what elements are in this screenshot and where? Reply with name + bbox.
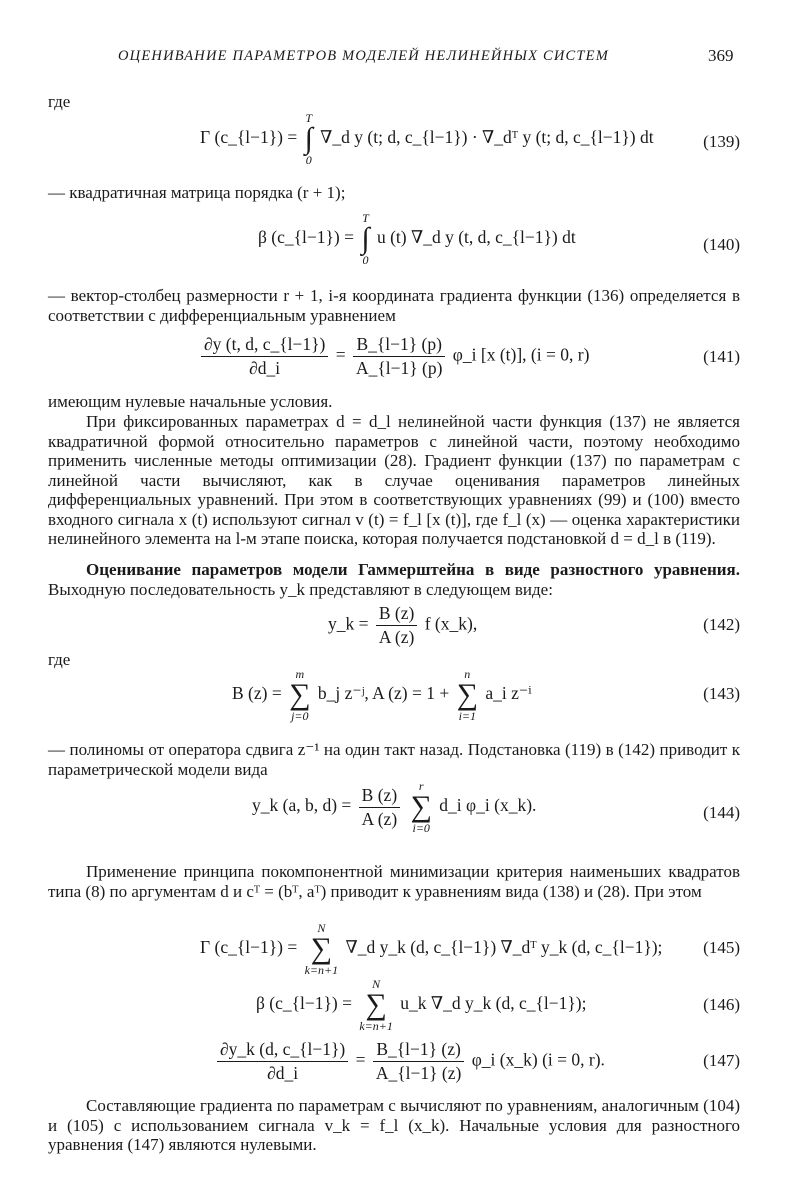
eq146-number: (146) [703, 995, 740, 1014]
eq142-fraction [376, 603, 417, 648]
eq139-upper-limit: T [305, 111, 313, 125]
text-initial-conditions: имеющим нулевые начальные условия. [48, 392, 333, 411]
eq142-number: (142) [703, 615, 740, 634]
eq145-sum-lower: k=n+1 [304, 963, 339, 977]
eq147-left-fraction [217, 1039, 348, 1084]
eq144-sum [411, 780, 432, 834]
eq145-body: ∇_d y_k (d, c_{l−1}) ∇_dᵀ y_k (d, c_{l−1}); [345, 937, 663, 958]
text-gde-1: где [48, 92, 71, 111]
eq140-upper-limit: T [362, 211, 369, 225]
eq143-body2: a_i z⁻ⁱ [485, 683, 532, 704]
eq139-body: ∇_d y (t; d, c_{l−1}) · ∇_dᵀ y (t; d, c_{l−1}) dt [320, 127, 654, 148]
eq143-sum1-lower: j=0 [291, 709, 309, 723]
equation-142 [328, 603, 477, 648]
eq143-part1: B (z) = [232, 683, 282, 704]
eq146-sum-lower: k=n+1 [359, 1019, 393, 1033]
eq141-right-denominator: A_{l−1} (p) [355, 358, 443, 378]
equation-145 [200, 922, 662, 976]
eq142-tail: f (x_k), [424, 613, 478, 634]
eq139-lower-limit: 0 [305, 153, 312, 167]
text-hammerstein-section [48, 560, 740, 599]
eq146-sum [359, 978, 393, 1032]
eq141-numerator: ∂y (t, d, c_{l−1}) [201, 334, 328, 357]
sigma-sign-icon: ∑ [410, 790, 432, 823]
eq140-lower-limit: 0 [362, 253, 369, 267]
text-vector-column: — вектор-столбец размерности r + 1, i-я координата градиента функции (136) определяется в соответствии с дифференциальным уравнением [48, 286, 740, 325]
eq146-body: u_k ∇_d y_k (d, c_{l−1}); [400, 993, 587, 1014]
eq140-lhs: β (c_{l−1}) = [258, 227, 354, 248]
eq141-number: (141) [703, 347, 740, 366]
eq146-lhs: β (c_{l−1}) = [256, 993, 352, 1014]
equation-141 [198, 334, 589, 379]
eq145-lhs: Γ (c_{l−1}) = [200, 937, 298, 958]
page-number: 369 [708, 46, 734, 65]
eq144-sum-lower: i=0 [412, 821, 430, 835]
eq145-sum [305, 922, 339, 976]
eq147-right-fraction [373, 1039, 464, 1084]
eq141-right-fraction [353, 334, 445, 379]
eq139-lhs: Γ (c_{l−1}) = [200, 127, 298, 148]
eq143-sum-1 [289, 668, 310, 722]
eq143-body1: b_j z⁻ʲ, [317, 683, 369, 704]
sigma-sign-icon: ∑ [365, 988, 387, 1021]
eq147-numerator: ∂y_k (d, c_{l−1}) [217, 1039, 348, 1062]
text-gradient-components: Составляющие градиента по параметрам c вычисляют по уравнениям, аналогичным (104) и (105) с использованием сигнала v_k = f_l (x_k). Начальные условия для разностного уравнения (147) являются нулевыми. [48, 1096, 740, 1154]
text-application: Применение принципа покомпонентной минимизации критерия наименьших квадратов типа (8) по аргументам d и cᵀ = (bᵀ, aᵀ) приводит к уравнениям вида (138) и (28). При этом [48, 862, 740, 901]
eq143-part2: A (z) = 1 + [372, 683, 450, 704]
eq147-denominator: ∂d_i [267, 1063, 299, 1083]
eq143-sum2-lower: i=1 [458, 709, 476, 723]
equation-140 [258, 212, 576, 266]
eq141-left-fraction [201, 334, 328, 379]
sigma-sign-icon: ∑ [310, 932, 333, 965]
eq140-body: u (t) ∇_d y (t, d, c_{l−1}) dt [376, 227, 576, 248]
eq144-number: (144) [703, 803, 740, 822]
eq144-body: d_i φ_i (x_k). [439, 795, 537, 816]
eq139-number: (139) [703, 132, 740, 151]
eq143-sum2-upper: n [464, 667, 471, 681]
eq141-equals: = [335, 344, 346, 365]
eq144-denominator: A (z) [361, 808, 398, 829]
integral-sign-icon: ∫ [361, 222, 370, 255]
sigma-sign-icon: ∑ [456, 678, 478, 711]
running-header: ОЦЕНИВАНИЕ ПАРАМЕТРОВ МОДЕЛЕЙ НЕЛИНЕЙНЫХ СИСТЕМ [118, 48, 609, 64]
eq145-sum-upper: N [317, 921, 326, 935]
eq147-number: (147) [703, 1051, 740, 1070]
eq143-number: (143) [703, 684, 740, 703]
eq141-tail: φ_i [x (t)], (i = 0, r) [452, 344, 590, 365]
eq140-integral [361, 212, 369, 266]
sigma-sign-icon: ∑ [289, 678, 311, 711]
equation-139 [200, 112, 654, 166]
eq146-sum-upper: N [372, 977, 381, 991]
eq142-lhs: y_k = [328, 613, 369, 634]
eq147-tail: φ_i (x_k) (i = 0, r). [471, 1049, 605, 1070]
eq144-sum-upper: r [418, 779, 424, 793]
eq147-equals: = [355, 1049, 366, 1070]
section-heading-continuation: Выходную последовательность y_k представляют в следующем виде: [48, 579, 553, 599]
section-heading: Оценивание параметров модели Гаммерштейна в виде разностного уравнения. [86, 560, 740, 579]
eq147-right-denominator: A_{l−1} (z) [375, 1063, 462, 1083]
equation-146 [256, 978, 586, 1032]
eq145-number: (145) [703, 938, 740, 957]
text-fixed-parameters: При фиксированных параметрах d = d_l нелинейной части функция (137) не является квадратичной формой относительно параметров c линейной части, поэтому необходимо применить численные методы оптимизации (28). Градиент функции (137) по параметрам с линейной части вычисляют, как в случае оценивания параметров линейных дифференциальных уравнений. При этом в соответствующих уравнениях (99) и (100) вместо входного сигнала x (t) используют сигнал v (t) = f_l [x (t)], где f_l (x) — оценка характеристики нелинейного элемента на l-м этапе поиска, которая получается подстановкой d = d_l в (119). [48, 412, 740, 548]
eq139-integral [305, 112, 313, 166]
text-quadratic-matrix: — квадратичная матрица порядка (r + 1); [48, 183, 346, 202]
integral-sign-icon: ∫ [304, 122, 313, 155]
text-gde-2: где [48, 650, 71, 669]
eq141-denominator: ∂d_i [249, 358, 281, 378]
eq147-right-numerator: B_{l−1} (z) [373, 1039, 464, 1062]
eq142-numerator: B (z) [376, 603, 417, 626]
eq144-lhs: y_k (a, b, d) = [252, 795, 352, 816]
eq144-numerator: B (z) [359, 785, 400, 808]
eq140-number: (140) [703, 235, 740, 254]
eq143-sum1-upper: m [295, 667, 305, 681]
eq142-denominator: A (z) [378, 627, 415, 647]
eq144-fraction [359, 785, 400, 830]
equation-143 [232, 668, 532, 722]
equation-144 [252, 780, 536, 834]
text-polynomials: — полиномы от оператора сдвига z⁻¹ на один такт назад. Подстановка (119) в (142) приводит к параметрической модели вида [48, 740, 740, 779]
equation-147 [214, 1039, 605, 1084]
eq143-sum-2 [457, 668, 478, 722]
eq141-right-numerator: B_{l−1} (p) [353, 334, 445, 357]
